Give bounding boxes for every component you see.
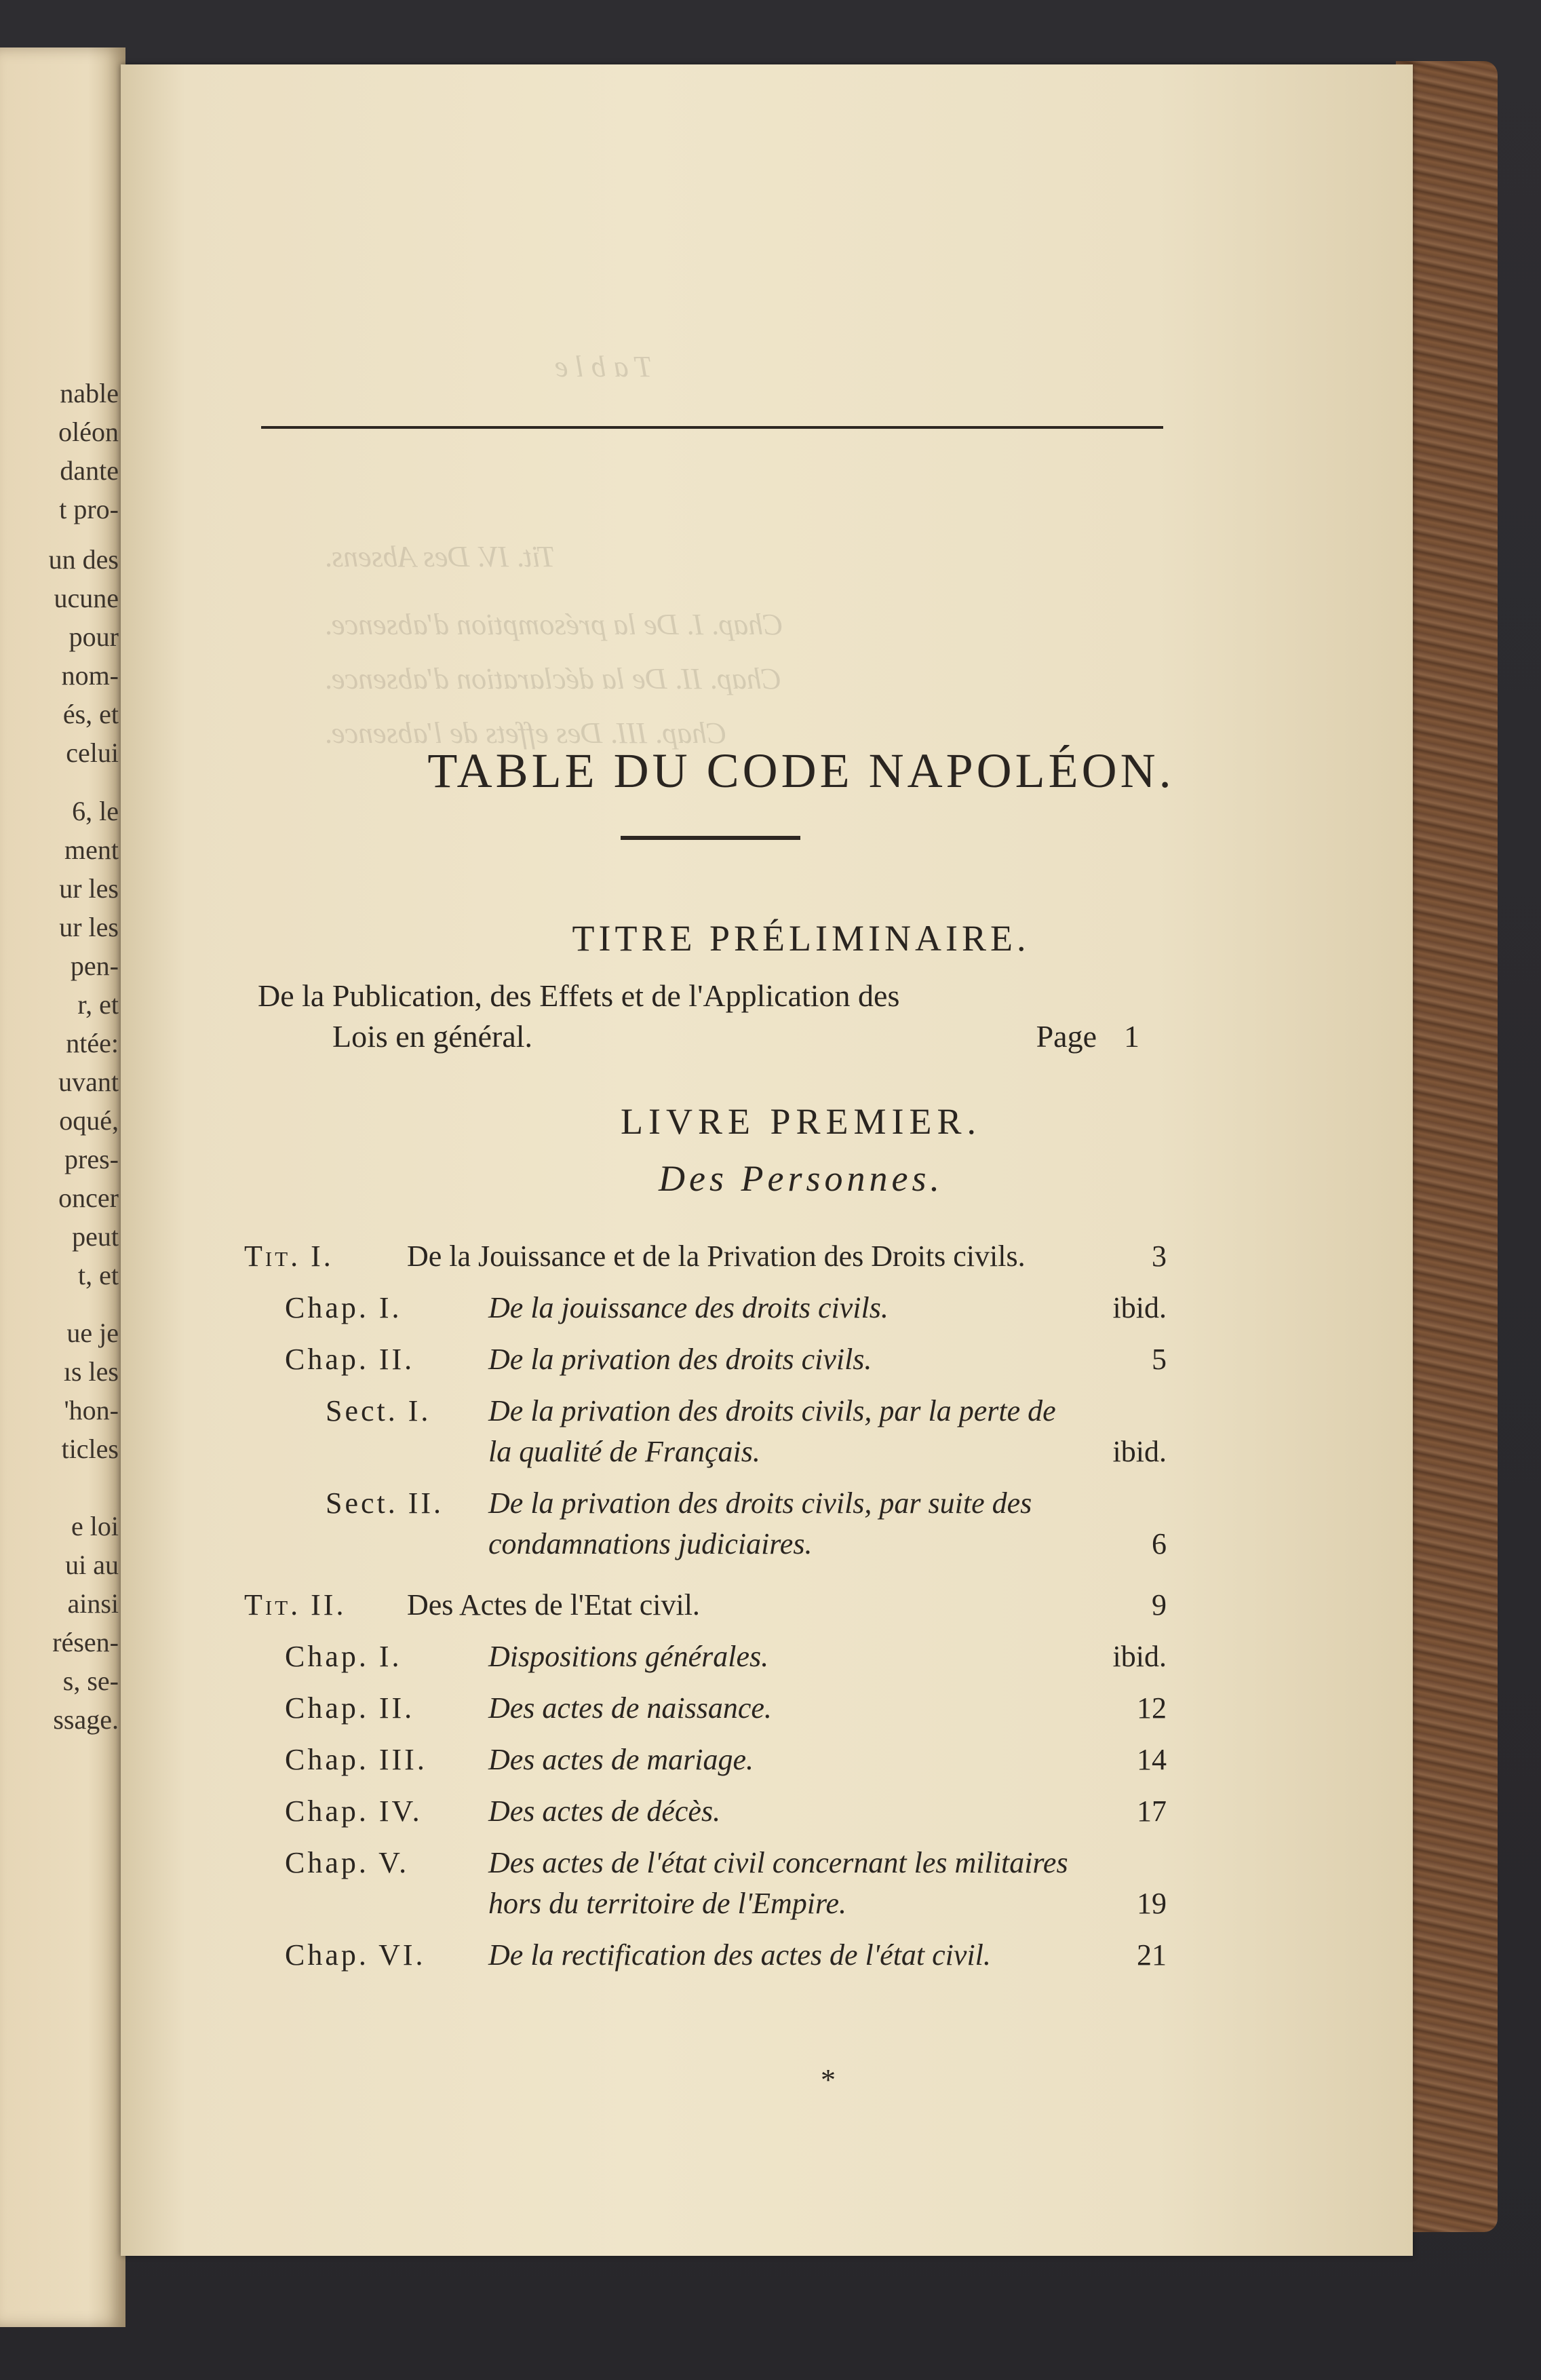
toc-entry: [244, 1935, 1167, 1976]
toc-entry: [244, 1636, 1167, 1677]
toc-entry-label: Chap. VI.: [285, 1938, 426, 1972]
table-of-contents: [244, 1236, 1167, 1976]
title-rule: [621, 836, 800, 840]
toc-entry-label: Chap. II.: [285, 1691, 415, 1725]
toc-entry: [244, 1236, 1167, 1277]
toc-entry: [244, 1688, 1167, 1729]
facing-page-text-fragment: ur les: [59, 872, 119, 904]
facing-page-text-fragment: ur les: [59, 911, 119, 942]
facing-page-text-fragment: oléon: [58, 417, 119, 447]
livre-subheading: Des Personnes.: [659, 1158, 943, 1199]
toc-entry-label: Sect. I.: [326, 1394, 431, 1427]
toc-entry-title: De la privation des droits civils, par la perte de la qualité de Français.: [488, 1394, 1056, 1468]
toc-entry-title: De la Jouissance et de la Privation des Droits civils.: [407, 1240, 1026, 1273]
facing-page-text-fragment: un des: [48, 544, 119, 575]
facing-page-text-fragment: pres-: [64, 1143, 119, 1174]
toc-entry-title: Des actes de mariage.: [488, 1743, 754, 1776]
facing-page-text-fragment: ainsi: [67, 1588, 119, 1619]
facing-page-text-fragment: pour: [69, 621, 119, 653]
facing-page-text-fragment: nom-: [61, 660, 119, 691]
toc-entry-label: Tit. II.: [244, 1588, 347, 1621]
show-through-text: T a b l e: [555, 350, 652, 383]
facing-page-text-fragment: résen-: [52, 1627, 119, 1658]
toc-entry: [244, 1791, 1167, 1832]
facing-page-text-fragment: e loi: [71, 1511, 119, 1542]
facing-page-text-fragment: s, se-: [62, 1666, 119, 1697]
prelim-line-1: De la Publication, des Effets et de l'Application des: [258, 978, 900, 1013]
facing-page-text-fragment: r, et: [77, 989, 119, 1020]
toc-entry-page: 6: [1152, 1527, 1167, 1560]
toc-entry-page: ibid.: [1112, 1640, 1167, 1673]
facing-page-text-fragment: ucune: [54, 583, 119, 614]
facing-page-text-fragment: pen-: [70, 950, 119, 981]
facing-page-text-fragment: peut: [72, 1221, 119, 1252]
toc-entry-title: Des Actes de l'Etat civil.: [407, 1588, 700, 1621]
toc-entry-page: ibid.: [1112, 1435, 1167, 1468]
toc-entry-label: Chap. I.: [285, 1291, 402, 1324]
facing-page-text-fragment: ue je: [66, 1318, 119, 1349]
facing-page-text-fragment: t, et: [78, 1259, 119, 1290]
toc-entry-title: Des actes de naissance.: [488, 1691, 772, 1725]
facing-page-text-fragment: ment: [64, 834, 119, 865]
toc-entry-title: De la jouissance des droits civils.: [488, 1291, 889, 1324]
page-number: 1: [1124, 1019, 1139, 1054]
facing-page-text-fragment: nable: [60, 378, 119, 408]
facing-page-text-fragment: ssage.: [53, 1704, 119, 1735]
toc-entry-title: De la privation des droits civils.: [488, 1343, 872, 1376]
toc-entry: [244, 1740, 1167, 1780]
toc-entry-label: Tit. I.: [244, 1240, 334, 1273]
toc-entry-label: Chap. IV.: [285, 1794, 423, 1828]
toc-entry-page: 3: [1152, 1240, 1167, 1273]
toc-entry: [244, 1339, 1167, 1380]
show-through-text: Chap. II. De la déclaration d'absence.: [324, 662, 782, 695]
titre-preliminaire-entry: [258, 976, 1139, 1057]
show-through-text: Tit. IV. Des Absens.: [324, 540, 555, 573]
toc-entry-title: De la privation des droits civils, par suite des condamnations judiciaires.: [488, 1486, 1032, 1560]
facing-page-text-fragment: oncer: [58, 1182, 119, 1213]
toc-entry: [244, 1843, 1167, 1924]
toc-entry-label: Chap. II.: [285, 1343, 415, 1376]
facing-page-text-fragment: celui: [66, 737, 119, 769]
facing-page-text-fragment: oqué,: [59, 1105, 119, 1136]
toc-entry-label: Chap. I.: [285, 1640, 402, 1673]
toc-entry-page: 19: [1137, 1887, 1167, 1920]
toc-entry-label: Sect. II.: [326, 1486, 444, 1520]
toc-entry-title: Des actes de décès.: [488, 1794, 721, 1828]
facing-page-text-fragment: dante: [60, 455, 119, 486]
toc-entry-label: Chap. V.: [285, 1846, 410, 1879]
facing-page-text-fragment: ui au: [65, 1550, 119, 1581]
signature-mark: *: [821, 2063, 836, 2096]
prelim-line-2: [258, 1016, 1139, 1057]
show-through-text: Chap. III. Des effets de l'absence.: [324, 716, 727, 750]
facing-page-text-fragment: 'hon-: [64, 1395, 119, 1426]
toc-entry-page: 5: [1152, 1343, 1167, 1376]
facing-page-text-fragment: ıs les: [63, 1356, 119, 1387]
page-title: TABLE DU CODE NAPOLÉON.: [427, 744, 1175, 798]
toc-entry-page: 17: [1137, 1794, 1167, 1828]
titre-preliminaire-heading: TITRE PRÉLIMINAIRE.: [572, 918, 1030, 959]
toc-entry-page: 21: [1137, 1938, 1167, 1972]
toc-entry-title: Dispositions générales.: [488, 1640, 769, 1673]
toc-entry: [244, 1288, 1167, 1328]
facing-page-text-fragment: 6, le: [72, 795, 119, 826]
toc-entry-page: ibid.: [1112, 1291, 1167, 1324]
header-rule: [261, 426, 1163, 429]
toc-entry-page: 14: [1137, 1743, 1167, 1776]
facing-page-text-fragment: ntée:: [66, 1027, 119, 1058]
page-label: Page: [1036, 1019, 1097, 1054]
prelim-line-2-text: Lois en général.: [332, 1019, 533, 1054]
toc-entry: [244, 1483, 1167, 1565]
toc-entry-title: De la rectification des actes de l'état civil.: [488, 1938, 991, 1972]
toc-entry-page: 9: [1152, 1588, 1167, 1621]
livre-heading: LIVRE PREMIER.: [620, 1101, 981, 1142]
toc-entry: [244, 1391, 1167, 1472]
toc-entry: [244, 1585, 1167, 1626]
toc-entry-page: 12: [1137, 1691, 1167, 1725]
toc-entry-label: Chap. III.: [285, 1743, 427, 1776]
facing-page-text-fragment: uvant: [58, 1066, 119, 1097]
toc-entry-title: Des actes de l'état civil concernant les militaires hors du territoire de l'Empire.: [488, 1846, 1068, 1920]
show-through-text: Chap. I. De la présomption d'absence.: [324, 608, 783, 641]
prelim-page-ref: [1036, 1016, 1139, 1057]
facing-page-text-fragment: és, et: [62, 699, 119, 730]
facing-page-text-fragment: t pro-: [59, 494, 119, 524]
facing-page-text-fragment: ticles: [61, 1434, 119, 1465]
